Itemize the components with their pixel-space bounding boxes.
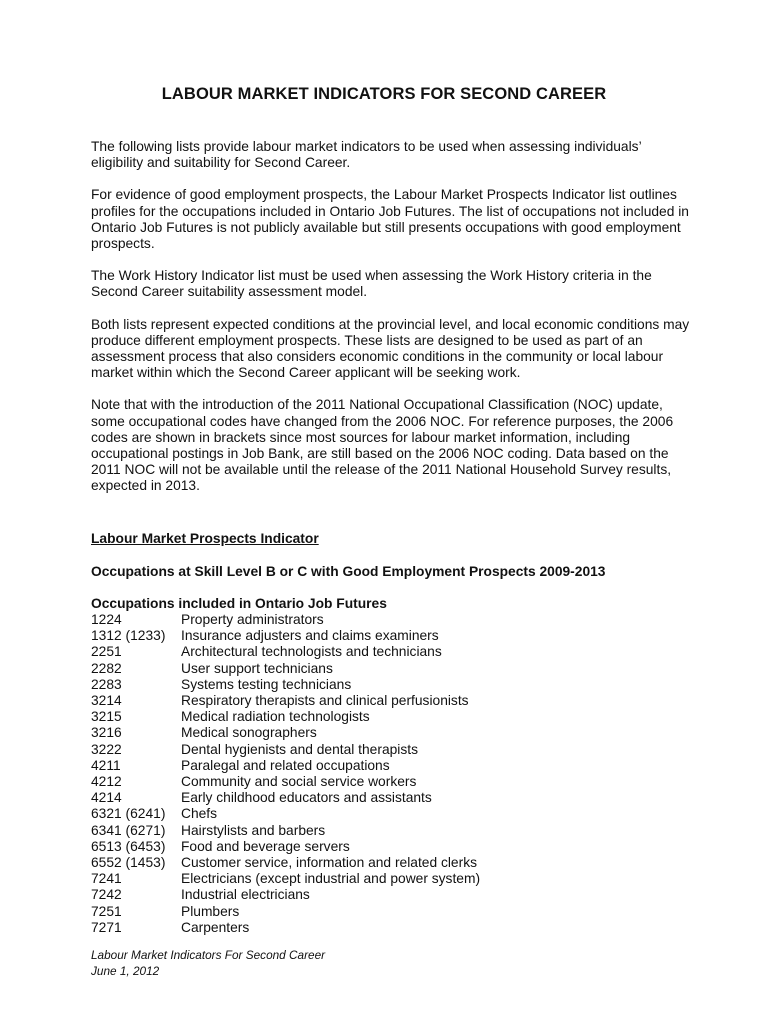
noc-code: 7271 xyxy=(91,919,122,935)
noc-code: 7251 xyxy=(91,903,122,919)
noc-code: 4214 xyxy=(91,790,122,806)
occupation-name: Electricians (except industrial and power system) xyxy=(181,871,481,887)
noc-code: 2282 xyxy=(91,660,122,676)
occupation-name: Medical sonographers xyxy=(181,725,317,741)
noc-code: 3215 xyxy=(91,709,122,725)
occupation-name: Property administrators xyxy=(181,612,324,627)
page-title: LABOUR MARKET INDICATORS FOR SECOND CAREER xyxy=(161,85,607,103)
noc-code: 1224 xyxy=(91,612,122,627)
list-item xyxy=(91,661,691,677)
noc-code: 2251 xyxy=(91,644,122,660)
occupation-name: Food and beverage servers xyxy=(181,838,350,854)
list-item xyxy=(91,774,691,790)
intro-text xyxy=(91,139,691,511)
paragraph: Both lists represent expected conditions at the provincial level, and local economic conditions may produce different employment prospects. These lists are designed to be used as part of an assessment process that also considers economic conditions in the community or local labour market within which the Second Career applicant will be seeking work. xyxy=(91,316,690,381)
section-heading: Labour Market Prospects Indicator xyxy=(91,531,319,546)
list-item xyxy=(91,693,691,709)
occupation-name: Plumbers xyxy=(181,903,240,919)
list-item xyxy=(91,644,691,660)
occupation-name: Chefs xyxy=(181,806,218,822)
occupation-name: Industrial electricians xyxy=(181,887,310,903)
occupation-name: Community and social service workers xyxy=(181,774,417,790)
noc-code: 4211 xyxy=(91,757,121,773)
list-item xyxy=(91,709,691,725)
occupation-name: Carpenters xyxy=(181,919,250,935)
paragraph: For evidence of good employment prospects, the Labour Market Prospects Indicator list outlines profiles for the occupations included in Ontario Job Futures. The list of occupations not included in Ontario Job Futures is not publicly available but still presents occupations with good employment prospects. xyxy=(91,187,689,252)
noc-code: 2283 xyxy=(91,676,122,692)
list-item xyxy=(91,612,691,628)
list-item xyxy=(91,920,691,936)
noc-code: 3216 xyxy=(91,725,122,741)
occupation-name: Early childhood educators and assistants xyxy=(181,790,432,806)
occupation-name: User support technicians xyxy=(181,660,333,676)
list-item xyxy=(91,628,691,644)
list-item xyxy=(91,806,691,822)
list-item xyxy=(91,758,691,774)
noc-code: 6552 (1453) xyxy=(91,855,166,871)
occupation-name: Respiratory therapists and clinical perfusionists xyxy=(181,693,469,709)
occupation-name: Systems testing technicians xyxy=(181,676,352,692)
noc-code: 3222 xyxy=(91,741,122,757)
occupation-name: Paralegal and related occupations xyxy=(181,757,390,773)
noc-code: 6513 (6453) xyxy=(91,838,166,854)
subheading: Occupations at Skill Level B or C with Good Employment Prospects 2009-2013 xyxy=(91,564,606,579)
list-item xyxy=(91,839,691,855)
noc-code: 7241 xyxy=(91,871,122,887)
paragraph: The Work History Indicator list must be used when assessing the Work History criteria in the Second Career suitability assessment model. xyxy=(91,268,652,300)
noc-code: 3214 xyxy=(91,693,122,709)
list-item xyxy=(91,790,691,806)
page-footer xyxy=(91,948,325,979)
noc-code: 4212 xyxy=(91,774,122,790)
occupation-name: Hairstylists and barbers xyxy=(181,822,326,838)
list-item xyxy=(91,904,691,920)
list-item xyxy=(91,887,691,903)
noc-code: 7242 xyxy=(91,887,122,903)
footer-date: June 1, 2012 xyxy=(91,963,160,978)
occupation-name: Architectural technologists and technicians xyxy=(181,644,442,660)
footer-title: Labour Market Indicators For Second Career xyxy=(91,948,326,962)
occupation-name: Insurance adjusters and claims examiners xyxy=(181,628,439,644)
noc-code: 6341 (6271) xyxy=(91,822,166,838)
paragraph: Note that with the introduction of the 2011 National Occupational Classification (NOC) update, some occupational codes have changed from the 2006 NOC. For reference purposes, the 2006 codes are shown in brackets since most sources for labour market information, including occupational postings in Job Bank, are still based on the 2006 NOC coding. Data based on the 2011 NOC will not be available until the release of the 2011 National Household Survey results, expected in 2013. xyxy=(91,397,674,494)
list-heading: Occupations included in Ontario Job Futures xyxy=(91,596,387,611)
noc-code: 6321 (6241) xyxy=(91,806,166,822)
list-item xyxy=(91,855,691,871)
list-item xyxy=(91,742,691,758)
occupation-name: Dental hygienists and dental therapists xyxy=(181,741,418,757)
occupation-name: Medical radiation technologists xyxy=(181,709,370,725)
list-item xyxy=(91,677,691,693)
noc-code: 1312 (1233) xyxy=(91,628,166,644)
list-item xyxy=(91,725,691,741)
list-item xyxy=(91,871,691,887)
occupation-list xyxy=(91,612,691,936)
paragraph: The following lists provide labour market indicators to be used when assessing individuals’ eligibility and suitability for Second Career. xyxy=(91,139,642,171)
occupation-name: Customer service, information and related clerks xyxy=(181,855,477,871)
list-item xyxy=(91,823,691,839)
